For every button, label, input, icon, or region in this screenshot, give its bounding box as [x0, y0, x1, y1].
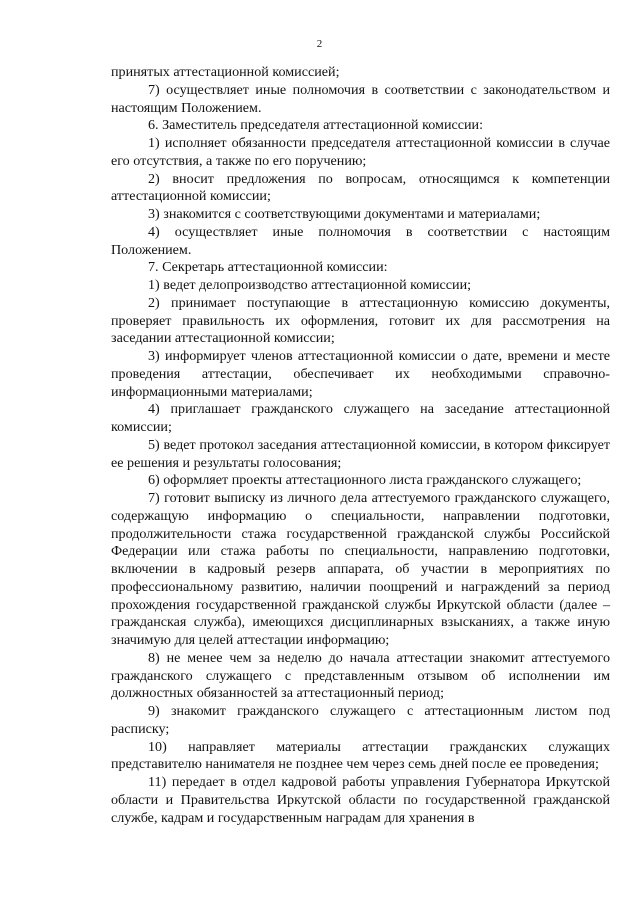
paragraph: 10) направляет материалы аттестации гражданских служащих представителю нанимателя не позднее чем через семь дней после ее проведения;	[111, 738, 610, 773]
document-body	[111, 64, 610, 827]
paragraph: 4) приглашает гражданского служащего на заседание аттестационной комиссии;	[111, 401, 610, 435]
paragraph: 7) осуществляет иные полномочия в соответствии с законодательством и настоящим Положением.	[111, 81, 610, 116]
paragraph: 5) ведет протокол заседания аттестационной комиссии, в котором фиксирует ее решения и результаты голосования;	[111, 436, 610, 471]
paragraph: 7) готовит выписку из личного дела аттестуемого гражданского служащего, содержащую информацию о специальности, направлении подготовки, продолжительности стажа государственной гражданской службы Российской Федерации или стажа работы по специальности, направлению подготовки, включении в кадровый резерв аппарата, об участии в мероприятиях по профессиональному развитию, наличии поощрений и награждений за период прохождения государственной гражданской службы Иркутской области (далее – гражданская служба), имеющихся дисциплинарных взысканиях, а также иную значимую для целей аттестации информацию;	[111, 490, 610, 648]
section-heading: 7. Секретарь аттестационной комиссии:	[148, 259, 388, 276]
section-heading: 6. Заместитель председателя аттестационной комиссии:	[148, 117, 484, 134]
paragraph: 1) ведет делопроизводство аттестационной комиссии;	[148, 277, 472, 293]
paragraph: 1) исполняет обязанности председателя аттестационной комиссии в случае его отсутствия, а также по его поручению;	[111, 135, 610, 169]
paragraph: 2) вносит предложения по вопросам, относящимся к компетенции аттестационной комиссии;	[111, 170, 610, 205]
page-number: 2	[316, 38, 323, 50]
paragraph: 11) передает в отдел кадровой работы управления Губернатора Иркутской области и Правительства Иркутской области по государственной гражданской службе, кадрам и государственным наградам для хранения в	[111, 774, 610, 826]
paragraph: 2) принимает поступающие в аттестационную комиссию документы, проверяет правильность их оформления, готовит их для рассмотрения на заседании аттестационной комиссии;	[111, 294, 610, 347]
paragraph-continuation: принятых аттестационной комиссией;	[111, 64, 340, 80]
paragraph: 3) знакомится с соответствующими документами и материалами;	[148, 206, 541, 222]
paragraph: 3) информирует членов аттестационной комиссии о дате, времени и месте проведения аттестации, обеспечивает их необходимыми справочно-информационными материалами;	[111, 348, 610, 400]
paragraph: 4) осуществляет иные полномочия в соответствии с настоящим Положением.	[111, 223, 610, 258]
paragraph: 9) знакомит гражданского служащего с аттестационным листом под расписку;	[111, 703, 610, 737]
paragraph: 6) оформляет проекты аттестационного листа гражданского служащего;	[148, 472, 582, 489]
paragraph: 8) не менее чем за неделю до начала аттестации знакомит аттестуемого гражданского служащего с представленным отзывом об исполнении им должностных обязанностей за аттестационный период;	[111, 649, 610, 702]
